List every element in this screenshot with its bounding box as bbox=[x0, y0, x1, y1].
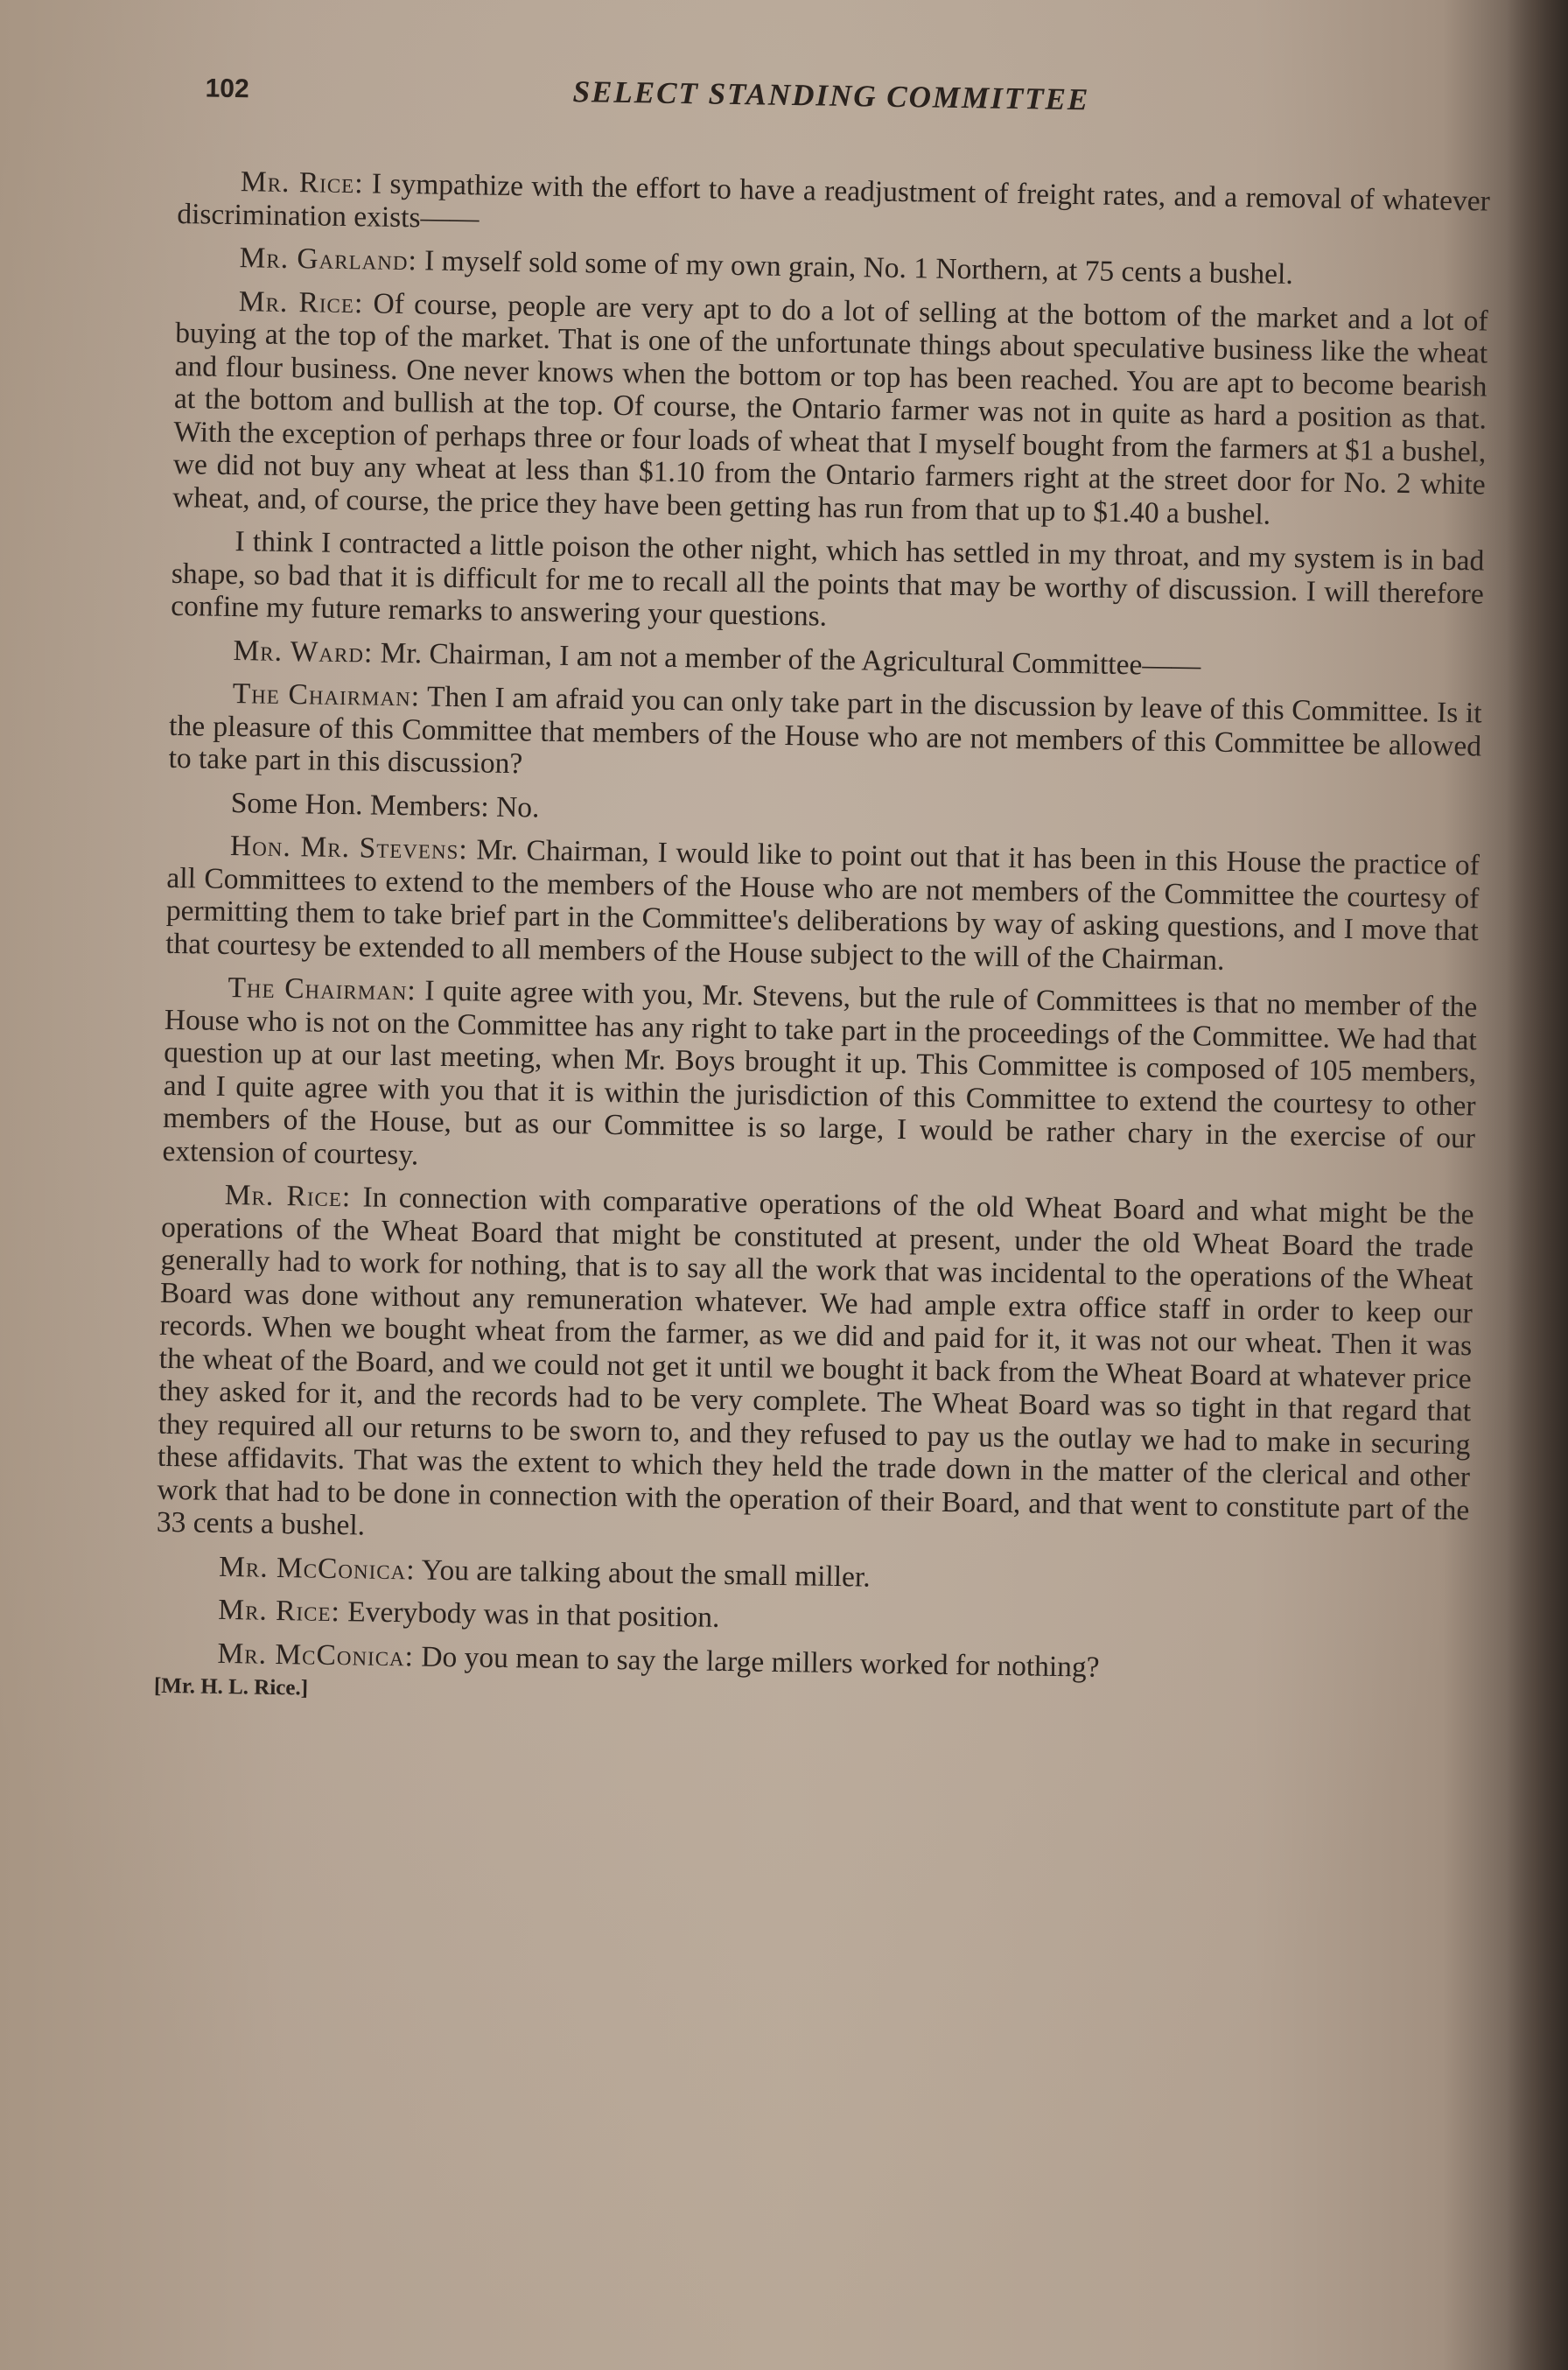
speaker-name: Mr. Rice: bbox=[238, 284, 364, 319]
page-content bbox=[154, 68, 1492, 1719]
paragraph bbox=[156, 1549, 1468, 1602]
paragraph bbox=[168, 785, 1480, 838]
paragraph-text: Of course, people are very apt to do a lot of selling at the bottom of the market and a lot of buying at the top of the market. That is one of the unfortunate things about speculative business like the wheat and flour business. One never knows when the bottom or top has been reached. You are apt to become bearish at the bottom and bullish at the top. Of course, the Ontario farmer was not in quite as hard a position as that. With the exception of perhaps three or four loads of wheat that I myself bought from the farmers at $1 a bushel, we did not buy any wheat at less than $1.10 from the Ontario farmers right at the street door for No. 2 white wheat, and, of course, the price they have been getting has run from that up to $1.40 a bushel. bbox=[172, 286, 1488, 531]
paragraph-text: I quite agree with you, Mr. Stevens, but the rule of Committees is that no member of the House who is not on the Committee has any right to take part in the proceedings of the Committee. We had that question up at our last meeting, when Mr. Boys brought it up. This Committee is composed of 105 members, and I quite agree with you that it is within the jurisdiction of this Committee to extend the courtesy to other members of the House, but as our Committee is so large, I would be rather chary in the exercise of our extension of courtesy. bbox=[162, 974, 1478, 1171]
speaker-name: Mr. Rice: bbox=[218, 1593, 341, 1629]
speaker-name: Mr. Ward: bbox=[233, 634, 374, 670]
paragraph bbox=[170, 633, 1482, 686]
paragraph bbox=[157, 1178, 1474, 1560]
paragraph bbox=[171, 524, 1485, 643]
speaker-name: Mr. Rice: bbox=[224, 1178, 352, 1214]
speaker-name: Hon. Mr. Stevens: bbox=[229, 830, 469, 866]
paragraph bbox=[162, 971, 1477, 1189]
speaker-name: Mr. Garland: bbox=[239, 242, 418, 277]
binding-gutter bbox=[1507, 0, 1568, 2370]
paragraph bbox=[177, 165, 1490, 251]
speaker-name: The Chairman: bbox=[228, 971, 417, 1007]
paragraph-text: Mr. Chairman, I would like to point out that it has been in this House the practice of all Committees to extend to the members of the House who are not members of the Committee the courtesy of permitting them to take brief part in the Committee's deliberations by way of asking questions, and I move that that courtesy be extended to all members of the House subject to the will of the Chairman. bbox=[165, 833, 1480, 977]
paragraph bbox=[155, 1593, 1467, 1646]
paragraph-text: Do you mean to say the large millers worked for nothing? bbox=[413, 1639, 1100, 1684]
paragraph-text: Some Hon. Members: No. bbox=[230, 786, 540, 824]
paragraph-text: I myself sold some of my own grain, No. 1 Northern, at 75 cents a bushel. bbox=[416, 244, 1294, 291]
running-title: SELECT STANDING COMMITTEE bbox=[572, 74, 1090, 117]
page-number: 102 bbox=[205, 74, 249, 104]
speaker-name: The Chairman: bbox=[232, 677, 421, 713]
paragraph bbox=[176, 241, 1488, 294]
paragraph-text: In connection with comparative operations of the old Wheat Board and what might be the operations of the Wheat Board that might be constituted at present, under the old Wheat Board the trade generally had to work for nothing, that is to say all the work that was incidental to the operations of the Wheat Board was done without any remuneration whatever. We had ample extra office staff in order to keep our records. When we bought wheat from the farmer, as we did and paid for it, it was not our wheat. Then it was the wheat of the Board, and we could not get it until we bought it back from the Wheat Board at whatever price they asked for it, and the records had to be very complete. The Wheat Board was so tight in that regard that they required all our returns to be sworn to, and they refused to pay us the outlay we had to make in securing these affidavits. That was the extent to which they held the trade down in the matter of the clerical and other work that had to be done in connection with the operation of their Board, and that went to constitute part of the 33 cents a bushel. bbox=[156, 1181, 1474, 1542]
paragraph bbox=[165, 829, 1480, 981]
speaker-name: Mr. McConica: bbox=[217, 1637, 415, 1672]
page-header bbox=[178, 68, 1492, 151]
speaker-name: Mr. Rice: bbox=[240, 165, 364, 200]
speaker-name: Mr. McConica: bbox=[218, 1550, 416, 1586]
paragraph bbox=[168, 677, 1482, 796]
transcript-body bbox=[154, 165, 1490, 1689]
paragraph-text: Then I am afraid you can only take part in the discussion by leave of this Committee. Is it the pleasure of this Committee that members of the House who are not members of this Committee be allowed to take part in this discussion? bbox=[168, 680, 1482, 781]
paragraph-text: Mr. Chairman, I am not a member of the Agricultural Committee—— bbox=[373, 636, 1201, 682]
paragraph bbox=[172, 284, 1488, 534]
paragraph-text: I think I contracted a little poison the other night, which has settled in my throat, and my system is in bad shape, so bad that it is difficult for me to recall all the points that may be worthy of discussion. I will therefore confine my future remarks to answering your questions. bbox=[171, 525, 1485, 633]
paragraph-text: You are talking about the small miller. bbox=[415, 1553, 871, 1594]
speaker-footer-tag: [Mr. H. L. Rice.] bbox=[153, 1673, 309, 1700]
paragraph-text: I sympathize with the effort to have a readjustment of freight rates, and a removal of whatever discrimination exists—— bbox=[177, 167, 1491, 235]
paragraph-text: Everybody was in that position. bbox=[340, 1595, 720, 1634]
